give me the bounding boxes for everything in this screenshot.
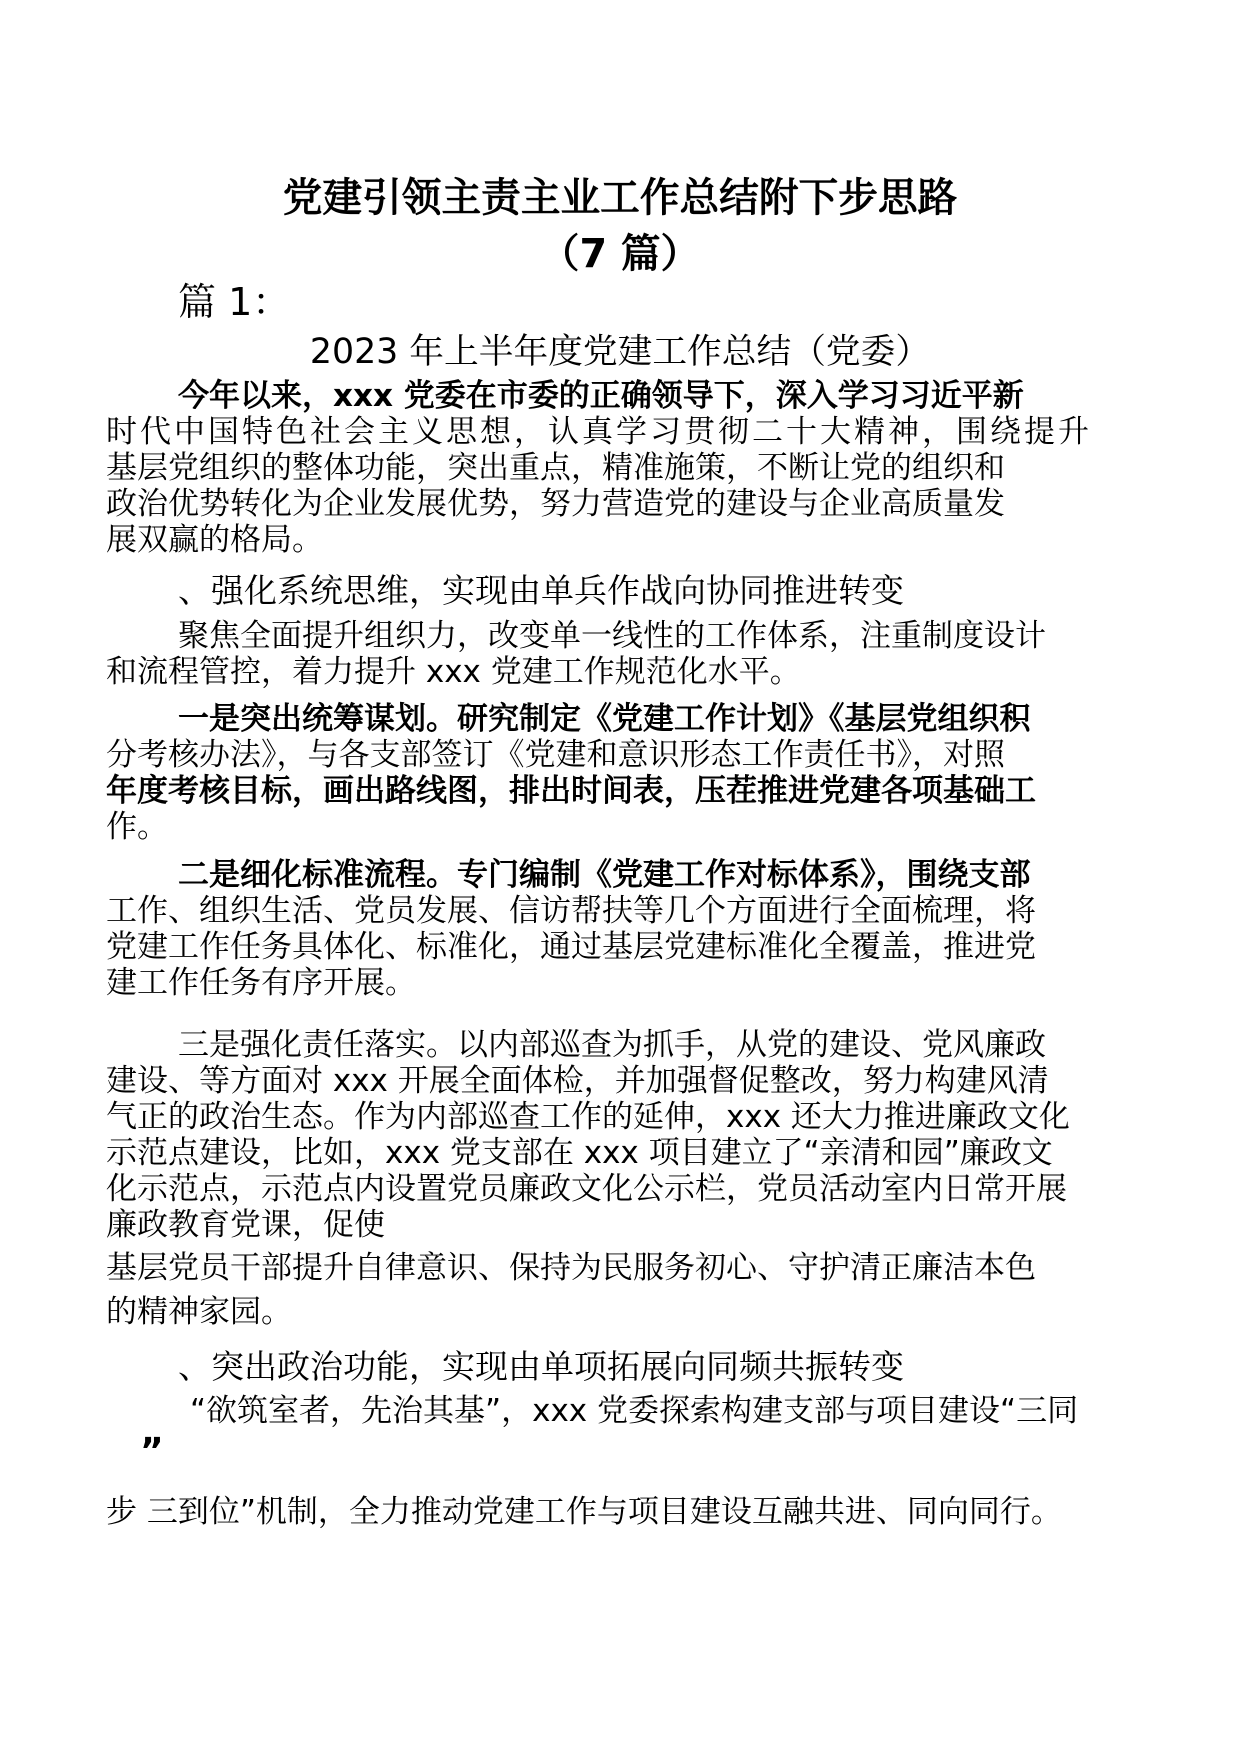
intro-line: 时代中国特色社会主义思想，认真学习贯彻二十大精神，围绕提升 [106,414,1092,450]
section-heading: 、强化系统思维，实现由单兵作战向协同推进转变 [178,571,904,610]
intro-line: 政治优势转化为企业发展优势，努力营造党的建设与企业高质量发 [106,486,1005,522]
article-subtitle: 2023 年上半年度党建工作总结（党委） [309,332,931,372]
paragraph-line: 年度考核目标，画出路线图，排出时间表，压茬推进党建各项基础工 [106,773,1036,809]
document-title: 党建引领主责主业工作总结附下步思路 [282,175,958,221]
paragraph-line: 三是强化责任落实。以内部巡查为抓手，从党的建设、党风廉政 [178,1027,1046,1063]
paragraph-line: 分考核办法》，与各支部签订《党建和意识形态工作责任书》，对照 [106,737,1005,773]
paragraph-line: 建设、等方面对 xxx 开展全面体检，并加强督促整改，努力构建风清 [106,1063,1049,1099]
paragraph-line: 示范点建设，比如，xxx 党支部在 xxx 项目建立了“亲清和园”廉政文 [106,1135,1053,1171]
paragraph-line: 作。 [106,809,168,845]
intro-line: 基层党组织的整体功能，突出重点，精准施策，不断让党的组织和 [106,450,1005,486]
paragraph-line: 步 三到位”机制，全力推动党建工作与项目建设互融共进、同向同行。 [106,1494,1062,1530]
paragraph-line: 化示范点，示范点内设置党员廉政文化公示栏，党员活动室内日常开展 [106,1171,1067,1207]
intro-line: 展双赢的格局。 [106,522,323,558]
document-title-count: （7 篇） [539,231,701,277]
paragraph-line: 和流程管控，着力提升 xxx 党建工作规范化水平。 [106,654,801,690]
paragraph-line: 建工作任务有序开展。 [106,965,416,1001]
paragraph-line: 聚焦全面提升组织力，改变单一线性的工作体系，注重制度设计 [178,618,1046,654]
paragraph-line: 气正的政治生态。作为内部巡查工作的延伸，xxx 还大力推进廉政文化 [106,1099,1070,1135]
paragraph-line: 工作、组织生活、党员发展、信访帮扶等几个方面进行全面梳理，将 [106,893,1036,929]
quote-mark: ” [140,1431,164,1472]
intro-line: 今年以来，xxx 党委在市委的正确领导下，深入学习习近平新 [178,378,1024,414]
section-heading: 、突出政治功能，实现由单项拓展向同频共振转变 [178,1347,904,1386]
paragraph-line: 基层党员干部提升自律意识、保持为民服务初心、守护清正廉洁本色 [106,1250,1036,1286]
paragraph-line: 一是突出统筹谋划。研究制定《党建工作计划》《基层党组织积 [178,701,1031,737]
paragraph-line: 的精神家园。 [106,1294,292,1330]
part-label: 篇 1： [178,280,291,324]
paragraph-line: 廉政教育党课，促使 [106,1207,385,1243]
paragraph-line: 二是细化标准流程。专门编制《党建工作对标体系》，围绕支部 [178,857,1031,893]
paragraph-line: “欲筑室者，先治其基”，xxx 党委探索构建支部与项目建设“三同 [190,1393,1079,1429]
paragraph-line: 党建工作任务具体化、标准化，通过基层党建标准化全覆盖，推进党 [106,929,1036,965]
